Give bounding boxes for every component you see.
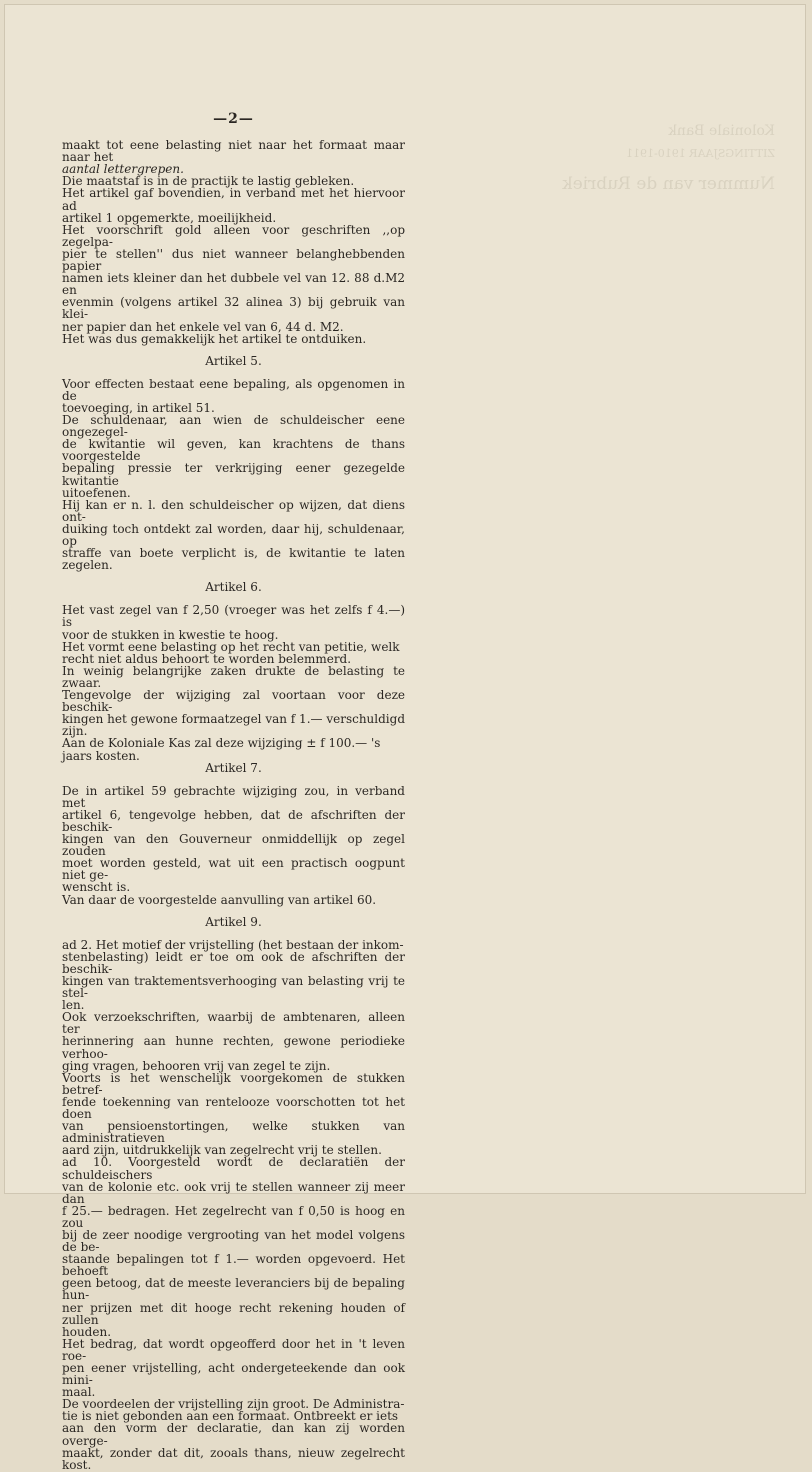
text-line: maal. <box>62 1385 96 1400</box>
text-line: Voor effecten bestaat eene bepaling, als opgenomen in de <box>62 376 405 403</box>
text-line: Hij kan er n. l. den schuldeischer op wijzen, dat diens ont- <box>62 497 405 524</box>
article-7-section <box>62 785 405 906</box>
text-line: van de kolonie etc. ook vrij te stellen wanneer zij meer dan <box>62 1179 405 1206</box>
text-line: ad 10. Voorgesteld wordt de declaratiën der schuldeischers <box>62 1155 405 1182</box>
article-9-heading: Artikel 9. <box>205 914 262 929</box>
text-line: Tengevolge der wijziging zal voortaan voor deze beschik- <box>62 688 405 715</box>
text-line: Het bedrag, dat wordt opgeofferd door het in 't leven roe- <box>62 1336 405 1363</box>
article-7-heading: Artikel 7. <box>205 760 262 775</box>
text-line: Het voorschrift gold alleen voor geschriften ,,op zegelpa- <box>62 222 405 249</box>
text-line: De schuldenaar, aan wien de schuldeischer eene ongezegel- <box>62 413 405 440</box>
text-line: ner prijzen met dit hooge recht rekening houden of zullen <box>62 1300 405 1327</box>
text-line: bepaling pressie ter verkrijging eener gezegelde kwitantie <box>62 461 405 488</box>
text-line: De in artikel 59 gebrachte wijziging zou, in verband met <box>62 783 405 810</box>
text-line: f 25.— bedragen. Het zegelrecht van f 0,50 is hoog en zou <box>62 1203 405 1230</box>
text-line: herinnering aan hunne rechten, gewone periodieke verhoo- <box>62 1034 405 1061</box>
text-line: evenmin (volgens artikel 32 alinea 3) bij gebruik van klei- <box>62 295 405 322</box>
text-line: maakt, zonder dat dit, zooals thans, nieuw zegelrecht kost. <box>62 1445 405 1472</box>
text-line: artikel 1 opgemerkte, moeilijkheid. <box>62 210 277 225</box>
text-line: voor de stukken in kwestie te hoog. <box>62 627 279 642</box>
text-line: jaars kosten. <box>62 748 140 763</box>
text-line: van pensioenstortingen, welke stukken van administratieven <box>62 1119 405 1146</box>
text-line: De voordeelen der vrijstelling zijn groot. De Administra- <box>62 1397 405 1412</box>
text-line: fende toekenning van rentelooze voorschotten tot het doen <box>62 1094 405 1122</box>
text-line: moet worden gesteld, wat uit een practisch oogpunt niet ge- <box>62 856 405 883</box>
text-line: In weinig belangrijke zaken drukte de belasting te zwaar. <box>62 663 405 690</box>
text-line: aantal lettergrepen. <box>62 162 184 177</box>
text-line: kingen het gewone formaatzegel van f 1.— verschuldigd <box>62 712 405 727</box>
text-line: bij de zeer noodige vergrooting van het model volgens de be- <box>62 1227 405 1255</box>
text-line: straffe van boete verplicht is, de kwitantie te laten zegelen. <box>62 546 405 573</box>
text-line: pier te stellen'' dus niet wanneer belanghebbenden papier <box>62 246 405 274</box>
text-line: staande bepalingen tot f 1.— worden opgevoerd. Het behoeft <box>62 1252 405 1279</box>
text-line: aan den vorm der declaratie, dan kan zij worden overge- <box>62 1421 405 1448</box>
text-line: Het vormt eene belasting op het recht van petitie, welk <box>62 639 400 654</box>
text-line: wenscht is. <box>62 880 131 895</box>
text-line: duiking toch ontdekt zal worden, daar hij, schuldenaar, op <box>62 521 405 548</box>
text-line: de kwitantie wil geven, kan krachtens de thans voorgestelde <box>62 437 405 464</box>
text-line: stenbelasting) leidt er toe om ook de afschriften der beschik- <box>62 949 405 976</box>
article-6-heading: Artikel 6. <box>205 580 262 595</box>
bleed-line: Koloniale Bank <box>668 123 775 139</box>
text-line: Aan de Koloniale Kas zal deze wijziging ± f 100.— 's <box>62 736 381 751</box>
text-line: ner papier dan het enkele vel van 6, 44 d. M2. <box>62 319 344 334</box>
text-line: len. <box>62 998 85 1013</box>
document-body <box>62 113 405 1471</box>
bleed-line: ZITTINGSJAAR 1910-1911 <box>626 147 775 160</box>
text-line: geen betoog, dat de meeste leveranciers bij de bepaling hun- <box>62 1276 405 1303</box>
text-line: pen eener vrijstelling, acht ondergeteekende dan ook mini- <box>62 1361 405 1388</box>
intro-section <box>62 139 405 345</box>
article-9-section <box>62 939 405 1471</box>
text-line: tie is niet gebonden aan een formaat. Ontbreekt er iets <box>62 1409 399 1424</box>
bleed-line: Nummer van de Rubriek <box>562 174 775 194</box>
article-5-heading: Artikel 5. <box>205 353 262 368</box>
text-line: kingen van den Gouverneur onmiddellijk op zegel zouden <box>62 832 405 859</box>
text-line: Ook verzoekschriften, waarbij de ambtenaren, alleen ter <box>62 1010 405 1037</box>
text-line: Het was dus gemakkelijk het artikel te ontduiken. <box>62 331 367 346</box>
text-line: ad 2. Het motief der vrijstelling (het bestaan der inkom- <box>62 937 404 952</box>
article-5-section <box>62 378 405 572</box>
text-line: namen iets kleiner dan het dubbele vel van 12. 88 d.M2 en <box>62 271 405 298</box>
text-line: Die maatstaf is in de practijk te lastig gebleken. <box>62 174 355 189</box>
document-page <box>4 4 806 1472</box>
text-line: artikel 6, tengevolge hebben, dat de afschriften der beschik- <box>62 807 405 834</box>
text-line: maakt tot eene belasting niet naar het formaat maar naar het <box>62 138 405 165</box>
text-line: zijn. <box>62 724 88 739</box>
text-line: houden. <box>62 1324 112 1339</box>
page-number: —2— <box>213 111 254 127</box>
text-line: toevoeging, in artikel 51. <box>62 400 215 415</box>
text-line: recht niet aldus behoort te worden belemmerd. <box>62 651 352 666</box>
text-line: ging vragen, behooren vrij van zegel te zijn. <box>62 1058 331 1073</box>
text-line: Van daar de voorgestelde aanvulling van artikel 60. <box>62 892 377 907</box>
text-line: Het artikel gaf bovendien, in verband met het hiervoor ad <box>62 186 405 213</box>
text-line: kingen van traktementsverhooging van belasting vrij te stel- <box>62 974 405 1001</box>
text-line: aard zijn, uitdrukkelijk van zegelrecht vrij te stellen. <box>62 1143 382 1158</box>
text-line: uitoefenen. <box>62 485 131 500</box>
text-line: Voorts is het wenschelijk voorgekomen de stukken betref- <box>62 1070 405 1097</box>
bleed-through-text <box>475 123 775 202</box>
article-6-section <box>62 604 405 761</box>
text-line: Het vast zegel van f 2,50 (vroeger was het zelfs f 4.—) is <box>62 603 405 630</box>
